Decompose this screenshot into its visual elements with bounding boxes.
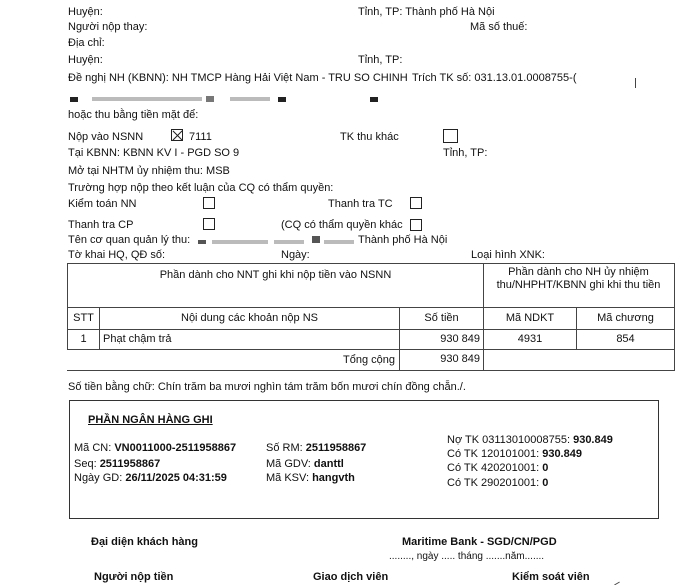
thanh-tra-cp-label: Thanh tra CP xyxy=(68,219,134,231)
col-stt: STT xyxy=(73,312,94,324)
table-header-left: Phần dành cho NNT ghi khi nộp tiền vào NSNN xyxy=(159,269,392,281)
seq: Seq: 2511958867 xyxy=(74,458,161,470)
redaction xyxy=(212,240,268,244)
tk-thu-khac-label: TK thu khác xyxy=(340,131,399,143)
stray-mark xyxy=(614,582,620,585)
nop-vao-nsnn-label: Nộp vào NSNN xyxy=(68,131,144,143)
cq-khac-checkbox[interactable] xyxy=(410,219,422,231)
co-tk-3: Có TK 290201001: 0 xyxy=(447,477,549,489)
table-header-right: Phần dành cho NH ủy nhiệm thu/NHPHT/KBNN ghi khi thu tiền xyxy=(496,266,661,291)
ma-ksv: Mã KSV: hangvth xyxy=(266,472,355,484)
ma-cn: Mã CN: VN0011000-2511958867 xyxy=(74,442,237,454)
kiem-toan-label: Kiểm toán NN xyxy=(68,198,137,210)
de-nghi-text: Đề nghị NH (KBNN): NH TMCP Hàng Hải Việt Nam - TRU SO CHINH xyxy=(68,72,408,84)
nguoi-nop-tien: Người nộp tiền xyxy=(94,571,174,583)
row-stt: 1 xyxy=(80,333,87,345)
truong-hop-text: Trường hợp nộp theo kết luận của CQ có thẩm quyền: xyxy=(68,182,334,194)
redaction xyxy=(370,97,378,102)
maritime-bank-label: Maritime Bank - SGD/CN/PGD xyxy=(402,536,557,548)
huyen-label-2: Huyện: xyxy=(68,54,103,66)
col-noi-dung: Nội dung các khoản nộp NS xyxy=(181,312,318,324)
trich-tk-text: Trích TK số: 031.13.01.0008755-( xyxy=(412,72,577,84)
nsnn-checkbox[interactable] xyxy=(171,129,183,141)
bank-section-title: PHẦN NGÂN HÀNG GHI xyxy=(88,414,213,426)
redaction xyxy=(70,97,78,102)
redaction xyxy=(278,97,286,102)
so-rm: Số RM: 2511958867 xyxy=(266,442,367,454)
row-ma-ndkt: 4931 xyxy=(517,333,543,345)
row-ma-chuong: 854 xyxy=(616,333,635,345)
co-tk-1: Có TK 120101001: 930.849 xyxy=(447,448,582,460)
thanh-tra-tc-label: Thanh tra TC xyxy=(328,198,393,210)
tinh-tp-label-3: Tỉnh, TP: xyxy=(443,147,488,159)
redaction xyxy=(198,240,206,244)
kiem-soat-vien: Kiểm soát viên xyxy=(512,571,590,583)
redaction xyxy=(230,97,270,101)
cursor-mark xyxy=(635,78,636,88)
giao-dich-vien: Giao dịch viên xyxy=(313,571,389,583)
ten-co-quan-label: Tên cơ quan quản lý thu: xyxy=(68,234,191,246)
hoac-thu-text: hoặc thu bằng tiền mặt để: xyxy=(68,109,199,121)
tk-thu-khac-checkbox[interactable] xyxy=(443,129,458,143)
thanh-tra-cp-checkbox[interactable] xyxy=(203,218,215,230)
to-khai-label: Tờ khai HQ, QĐ số: xyxy=(68,249,166,261)
redaction xyxy=(324,240,354,244)
tinh-tp-label-2: Tỉnh, TP: xyxy=(358,54,403,66)
redaction xyxy=(312,236,320,243)
ma-gdv: Mã GDV: danttl xyxy=(266,458,344,470)
cq-khac-label: (CQ có thẩm quyền khác xyxy=(281,219,403,231)
huyen-label: Huyện: xyxy=(68,6,103,18)
dia-chi-label: Địa chỉ: xyxy=(68,37,105,49)
nguoi-nop-thay-label: Người nộp thay: xyxy=(68,21,148,33)
loai-hinh-label: Loại hình XNK: xyxy=(471,249,545,261)
col-ma-ndkt: Mã NDKT xyxy=(505,312,555,324)
total-label: Tổng cộng xyxy=(343,354,395,366)
redaction xyxy=(206,96,214,102)
col-ma-chuong: Mã chương xyxy=(597,312,654,324)
ngay-label: Ngày: xyxy=(281,249,310,261)
amount-in-words: Số tiền bằng chữ: Chín trăm ba mươi nghìn tám trăm bốn mươi chín đồng chẵn./. xyxy=(68,381,466,393)
total-value: 930 849 xyxy=(440,353,480,365)
thanh-pho-text: Thành phố Hà Nội xyxy=(358,234,448,246)
mo-tai-text: Mở tại NHTM ủy nhiệm thu: MSB xyxy=(68,165,230,177)
redaction xyxy=(92,97,202,101)
tinh-tp-label: Tỉnh, TP: Thành phố Hà Nội xyxy=(358,6,495,18)
tai-kbnn-text: Tại KBNN: KBNN KV I - PGD SO 9 xyxy=(68,147,240,159)
row-noi-dung: Phạt chậm trả xyxy=(103,333,172,345)
col-so-tien: Số tiền xyxy=(424,312,459,324)
row-so-tien: 930 849 xyxy=(440,333,480,345)
thanh-tra-tc-checkbox[interactable] xyxy=(410,197,422,209)
nsnn-code: 7111 xyxy=(189,131,212,143)
no-tk: Nợ TK 03113010008755: 930.849 xyxy=(447,434,613,446)
co-tk-2: Có TK 420201001: 0 xyxy=(447,462,549,474)
kiem-toan-checkbox[interactable] xyxy=(203,197,215,209)
ma-so-thue-label: Mã số thuế: xyxy=(470,21,528,33)
ngay-gd: Ngày GD: 26/11/2025 04:31:59 xyxy=(74,472,227,484)
dai-dien-khach-hang: Đại diện khách hàng xyxy=(91,536,198,548)
date-placeholder: ........, ngày ..... tháng .......năm....... xyxy=(389,551,545,562)
redaction xyxy=(274,240,304,244)
